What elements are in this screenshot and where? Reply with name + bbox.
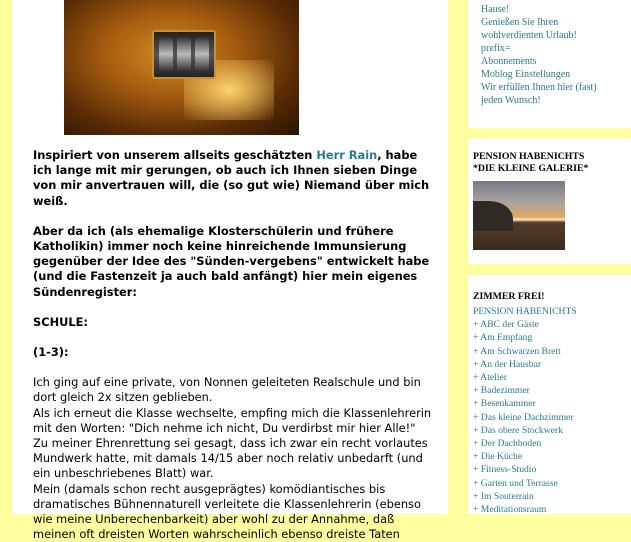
left-gutter: [0, 0, 12, 514]
intro-text: Inspiriert von unserem allseits geschätzten: [33, 148, 317, 162]
herr-rain-link[interactable]: Herr Rain: [316, 148, 378, 162]
post-line-2: Als ich erneut die Klasse wechselte, empfing mich die Klassenlehrerin mit den Worten: "Dich nehme ich nicht, Du verdirbst mir hier Alle!": [33, 405, 432, 435]
post-paragraph-2: Aber da ich (als ehemalige Klosterschülerin und frühere Katholikin) immer noch keine hinreichende Immunsierung gegenüber der Idee des "Sünden-vergebens" entwickelt habe (und die Fastenzeit ja auch bald anfängt) hier mein eigenes Sündenregister:: [33, 223, 430, 299]
post-photo: [64, 0, 299, 135]
sidebar-link-wir-erfuellen[interactable]: Wir erfüllen Ihnen hier (fast): [481, 82, 597, 93]
combination-lock: [152, 30, 216, 79]
room-link[interactable]: + Meditationsraum: [473, 504, 547, 516]
sidebar-box-links: [468, 0, 631, 128]
sidebar-link-geniessen[interactable]: Genießen Sie Ihren: [481, 17, 559, 28]
gallery-tree-silhouette: [473, 201, 513, 231]
sidebar-link-prefix[interactable]: prefix=: [481, 43, 511, 54]
sidebar-box-rooms: [468, 275, 631, 514]
main-content: [12, 0, 448, 542]
post-line-3: Zu meiner Ehrenrettung sei gesagt, dass ich zwar ein recht vorlautes Mundwerk hatte, mit damals 14/15 aber noch relativ unbedarft (und ein unbeschriebenes Blatt) war.: [33, 436, 428, 481]
section-heading: SCHULE:: [33, 314, 88, 329]
room-link[interactable]: + Garten und Terrasse: [473, 477, 558, 489]
lock-digit: [177, 37, 191, 71]
rooms-heading-link[interactable]: PENSION HABENICHTS: [473, 306, 577, 317]
post-line-4: Mein (damals schon recht ausgeprägtes) komödiantisches bis dramatisches Bühnennaturell verleitete die Klassenlehrerin (ebenso wie meine Unberechenbarkeit) aber wohl zu der Annahme, daß meinen oft dreisten Worten wahrscheinlich ebenso dreiste Taten: [33, 481, 421, 542]
room-link[interactable]: + Fitness-Studio: [473, 464, 537, 476]
room-link[interactable]: + ABC der Gäste: [473, 319, 539, 331]
lock-digit: [159, 37, 173, 71]
room-link[interactable]: + Die Küche: [473, 451, 523, 463]
gallery-image[interactable]: [473, 181, 565, 250]
sidebar-link-wunsch[interactable]: jeden Wunsch!: [481, 95, 541, 106]
subsection-heading: (1-3):: [33, 345, 69, 360]
sidebar-link-abonnements[interactable]: Abonnements: [481, 56, 537, 67]
sidebar-link-moblog[interactable]: Moblog Einstellungen: [481, 69, 571, 80]
rooms-title: ZIMMER FREI!: [473, 291, 545, 302]
intro-text-end: , habe ich lange mit mir gerungen, ob auch ich Ihnen sieben Dinge von mir anvertrauen will, die (so gut wie) Niemand über mich weiß.: [33, 148, 430, 208]
gallery-title: PENSION HABENICHTS: [473, 151, 585, 162]
sidebar-link-hause[interactable]: Hause!: [481, 4, 510, 15]
room-link[interactable]: + Das kleine Dachzimmer: [473, 411, 574, 423]
room-link[interactable]: + Im Souterrain: [473, 490, 534, 502]
room-link[interactable]: + Badezimmer: [473, 385, 530, 397]
post-line-1: Ich ging auf eine private, von Nonnen geleiteten Realschule und bin dort gleich 2x sitzen geblieben.: [33, 375, 421, 405]
sidebar-box-gallery: [468, 138, 631, 264]
room-link[interactable]: + Am Schwarzen Brett: [473, 345, 561, 357]
post-intro: [33, 148, 433, 209]
room-link[interactable]: + Am Empfang: [473, 332, 533, 344]
room-link[interactable]: + Das obere Stockwerk: [473, 424, 563, 436]
sidebar: [460, 0, 631, 514]
room-link[interactable]: + Besenkammer: [473, 398, 536, 410]
sidebar-link-urlaub[interactable]: wohlverdienten Urlaub!: [481, 30, 577, 41]
post-body: [33, 148, 433, 542]
room-link[interactable]: + Atelier: [473, 372, 507, 384]
gallery-subtitle: *DIE KLEINE GALERIE*: [473, 163, 589, 174]
room-link[interactable]: + An der Hausbar: [473, 358, 542, 370]
column-divider: [448, 0, 460, 514]
room-link[interactable]: + Der Dachboden: [473, 438, 542, 450]
lock-digit: [195, 37, 209, 71]
